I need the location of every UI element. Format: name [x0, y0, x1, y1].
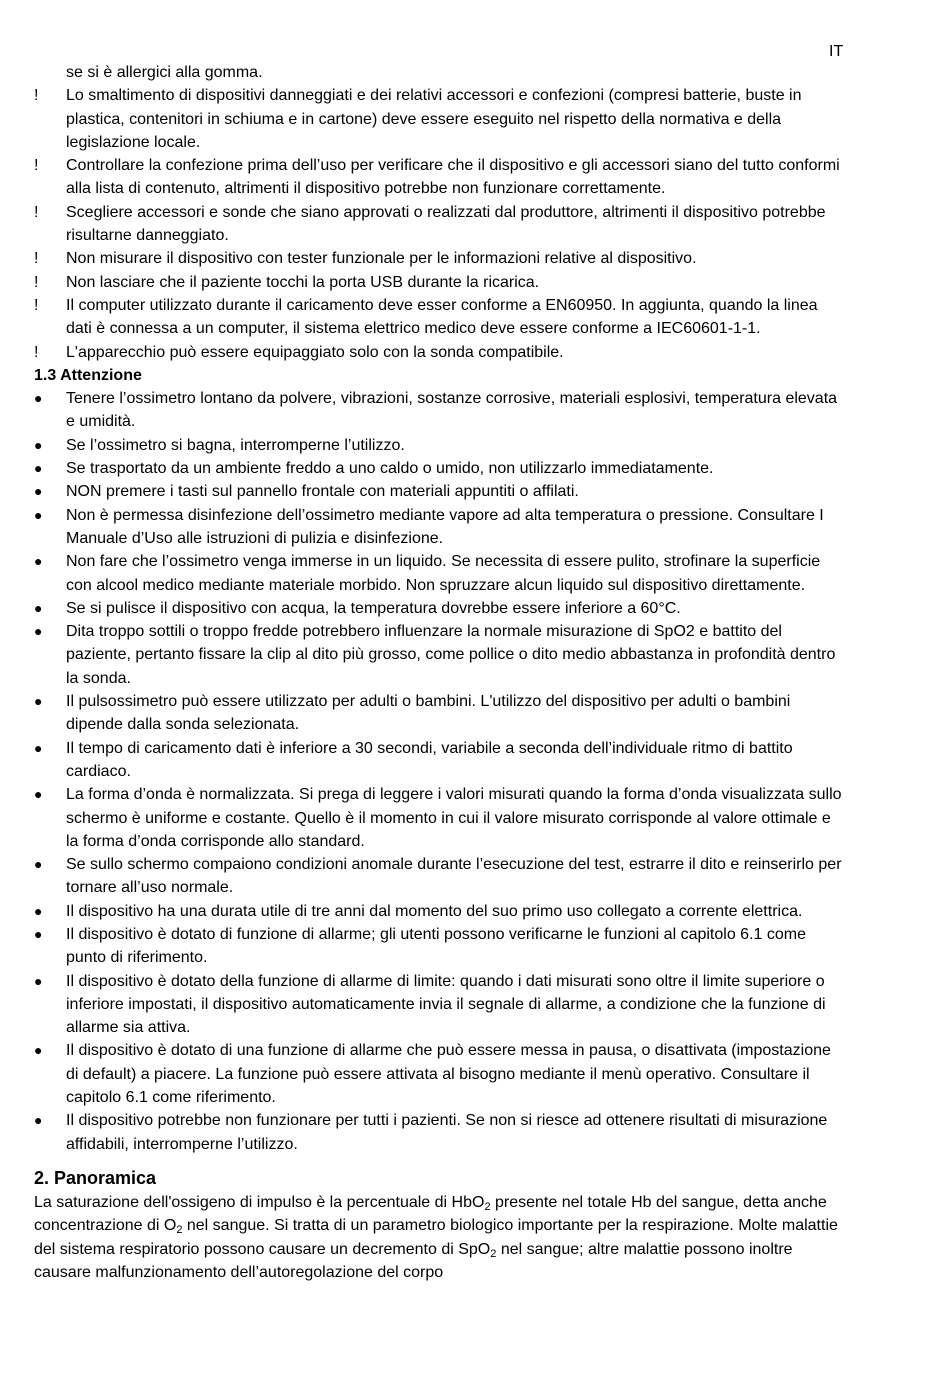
document-body: [34, 61, 846, 1284]
warning-item: [34, 84, 846, 154]
attention-item: [34, 387, 846, 434]
list-item-text: Il dispositivo è dotato di funzione di allarme; gli utenti possono verificarne le funzioni al capitolo 6.1 come punto di riferimento.: [66, 925, 806, 967]
attention-item: [34, 737, 846, 784]
section-heading-attention: 1.3 Attenzione: [34, 366, 142, 384]
attention-item: [34, 434, 846, 457]
list-item-text: Il tempo di caricamento dati è inferiore a 30 secondi, variabile a seconda dell’individuale ritmo di battito cardiaco.: [66, 739, 793, 780]
attention-list: [34, 387, 846, 1156]
warning-marker-icon: !: [34, 87, 39, 105]
bullet-icon: ●: [34, 972, 43, 989]
bullet-icon: ●: [34, 599, 43, 616]
warning-item: [34, 271, 846, 294]
attention-item: [34, 1039, 846, 1109]
list-item-text: La forma d’onda è normalizzata. Si prega di leggere i valori misurati quando la forma d’onda visualizzata sullo schermo è uniforme e costante. Quello è il momento in cui il valore misurato corrisponde al valore ottimale e la forma d’onda corrisponde allo standard.: [66, 786, 842, 850]
warning-item: [34, 341, 846, 364]
bullet-icon: ●: [34, 693, 43, 710]
list-item-text: Scegliere accessori e sonde che siano approvati o realizzati dal produttore, altrimenti il dispositivo potrebbe risultarne danneggiato.: [66, 203, 826, 245]
warning-marker-icon: !: [34, 203, 39, 221]
warning-item: [34, 154, 846, 201]
page-language-tag: IT: [829, 43, 844, 60]
bullet-icon: ●: [34, 623, 43, 640]
warning-marker-icon: !: [34, 343, 39, 361]
list-item-text: NON premere i tasti sul pannello frontale con materiali appuntiti o affilati.: [66, 483, 579, 501]
list-item-text: Se l’ossimetro si bagna, interromperne l’utilizzo.: [66, 436, 405, 454]
list-item-text: Lo smaltimento di dispositivi danneggiati e dei relativi accessori e confezioni (compresi batterie, buste in plastica, contenitori in schiuma e in cartone) deve essere eseguito nel rispetto della normativa e della legislazione locale.: [66, 87, 802, 151]
warnings-list: [34, 84, 846, 364]
bullet-icon: ●: [34, 436, 43, 453]
list-item-text: Il dispositivo ha una durata utile di tre anni dal momento del suo primo uso collegato a corrente elettrica.: [66, 902, 803, 920]
list-item-text: Il dispositivo potrebbe non funzionare per tutti i pazienti. Se non si riesce ad ottenere risultati di misurazione affidabili, interromperne l’utilizzo.: [66, 1112, 828, 1153]
list-item-text: Non misurare il dispositivo con tester funzionale per le informazioni relative al dispositivo.: [66, 250, 697, 268]
list-item-text: Il pulsossimetro può essere utilizzato per adulti o bambini. L'utilizzo del dispositivo per adulti o bambini dipende dalla sonda selezionata.: [66, 693, 791, 734]
bullet-icon: ●: [34, 506, 43, 523]
list-item-text: Dita troppo sottili o troppo fredde potrebbero influenzare la normale misurazione di SpO2 e battito del paziente, pertanto fissare la clip al dito più grosso, come pollice o dito medio abbastanza in profondità dentro la sonda.: [66, 623, 836, 687]
warning-item: [34, 201, 846, 248]
attention-item: [34, 690, 846, 737]
continuation-text: se si è allergici alla gomma.: [66, 64, 263, 81]
list-item-text: Controllare la confezione prima dell’uso per verificare che il dispositivo e gli accessori siano del tutto conformi alla lista di contenuto, altrimenti il dispositivo potrebbe non funzionare correttamente.: [66, 157, 840, 198]
attention-item: [34, 480, 846, 503]
list-item-text: Il dispositivo è dotato della funzione di allarme di limite: quando i dati misurati sono oltre il limite superiore o inferiore impostati, il dispositivo automaticamente invia il segnale di allarme, a condizione che la funzione di allarme sia attiva.: [66, 972, 826, 1037]
attention-item: [34, 597, 846, 620]
bullet-icon: ●: [34, 1112, 43, 1129]
warning-marker-icon: !: [34, 250, 39, 268]
bullet-icon: ●: [34, 786, 43, 803]
overview-paragraph: La saturazione dell'ossigeno di impulso è la percentuale di HbO$_2$ presente nel totale Hb del sangue, detta anche concentrazione di $O_2$ nel sangue. Si tratta di un parametro biologico importante per la respirazione. Molte malattie del sistema respiratorio possono causare un decremento di SpO$_2$ nel sangue; altre malattie possono inoltre causare malfunzionamento dell’autoregolazione del corpo: [34, 1193, 838, 1281]
list-item-text: Se trasportato da un ambiente freddo a uno caldo o umido, non utilizzarlo immediatamente.: [66, 460, 714, 478]
bullet-icon: ●: [34, 739, 43, 756]
section-heading-overview: 2. Panoramica: [34, 1167, 157, 1188]
bullet-icon: ●: [34, 902, 43, 919]
attention-item: [34, 1109, 846, 1156]
bullet-icon: ●: [34, 390, 43, 407]
bullet-icon: ●: [34, 856, 43, 873]
list-item-text: Il computer utilizzato durante il caricamento deve esser conforme a EN60950. In aggiunta, quando la linea dati è connessa a un computer, il sistema elettrico medico deve essere conforme a IEC60601-1-1.: [66, 296, 818, 338]
list-item-text: Tenere l’ossimetro lontano da polvere, vibrazioni, sostanze corrosive, materiali esplosivi, temperatura elevata e umidità.: [66, 390, 838, 431]
attention-item: [34, 620, 846, 690]
warning-item: [34, 294, 846, 341]
bullet-icon: ●: [34, 553, 43, 570]
list-item-text: L'apparecchio può essere equipaggiato solo con la sonda compatibile.: [66, 343, 564, 361]
warning-marker-icon: !: [34, 296, 39, 314]
warning-marker-icon: !: [34, 273, 39, 291]
attention-item: [34, 923, 846, 970]
attention-item: [34, 970, 846, 1040]
bullet-icon: ●: [34, 460, 43, 477]
attention-item: [34, 504, 846, 551]
attention-item: [34, 783, 846, 853]
list-item-text: Il dispositivo è dotato di una funzione di allarme che può essere messa in pausa, o disattivata (impostazione di default) a piacere. La funzione può essere attivata al bisogno mediante il menù operativo. Consultare il capitolo 6.1 come riferimento.: [66, 1042, 831, 1107]
bullet-icon: ●: [34, 1042, 43, 1059]
attention-item: [34, 550, 846, 597]
list-item-text: Non è permessa disinfezione dell’ossimetro mediante vapore ad alta temperatura o pressione. Consultare I Manuale d’Uso alle istruzioni di pulizia e disinfezione.: [66, 506, 824, 547]
bullet-icon: ●: [34, 483, 43, 500]
list-item-text: Non fare che l’ossimetro venga immerse in un liquido. Se necessita di essere pulito, strofinare la superficie con alcool medico mediante materiale morbido. Non spruzzare alcun liquido sul dispositivo direttamente.: [66, 553, 821, 594]
warning-item: [34, 247, 846, 270]
warning-marker-icon: !: [34, 157, 39, 175]
attention-item: [34, 853, 846, 900]
list-item-text: Non lasciare che il paziente tocchi la porta USB durante la ricarica.: [66, 273, 540, 291]
list-item-text: Se si pulisce il dispositivo con acqua, la temperatura dovrebbe essere inferiore a 60°C.: [66, 599, 681, 617]
bullet-icon: ●: [34, 925, 43, 942]
attention-item: [34, 900, 846, 923]
attention-item: [34, 457, 846, 480]
list-item-text: Se sullo schermo compaiono condizioni anomale durante l’esecuzione del test, estrarre il dito e reinserirlo per tornare all’uso normale.: [66, 856, 842, 897]
